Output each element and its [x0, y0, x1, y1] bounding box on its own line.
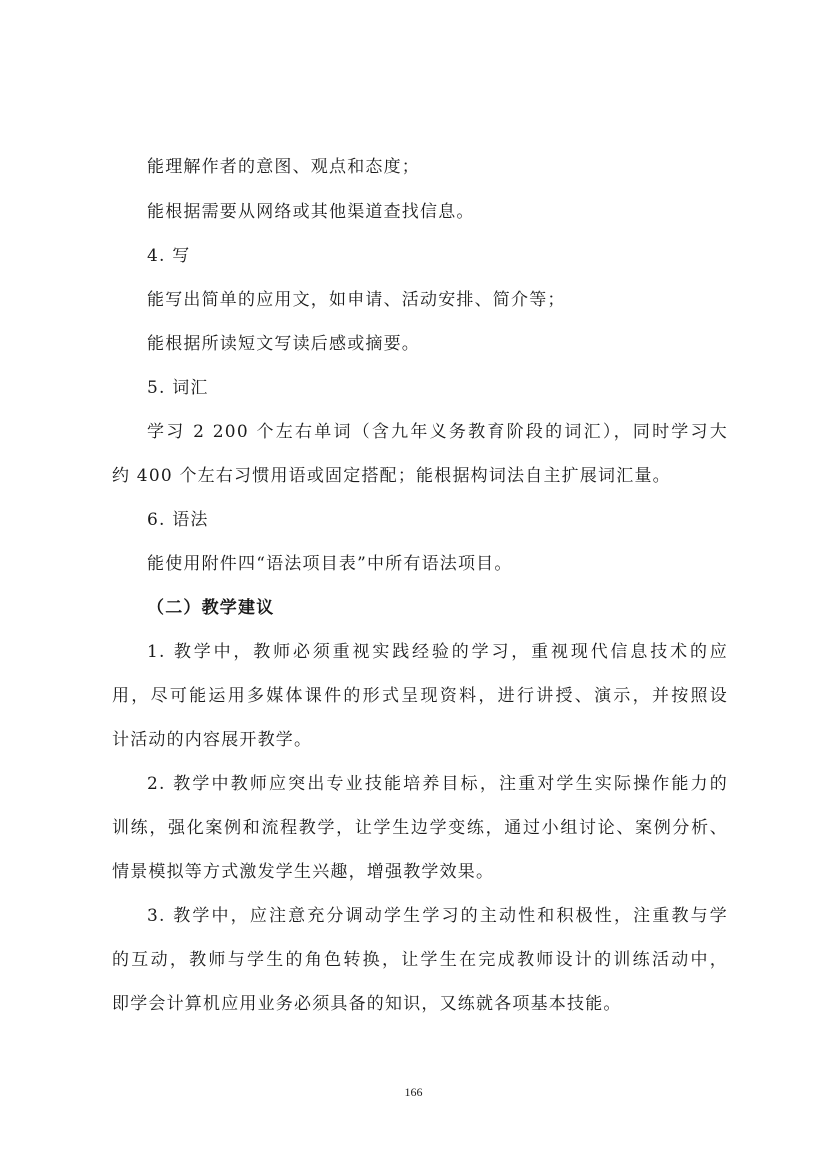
paragraph-line: 即学会计算机应用业务必须具备的知识，又练就各项基本技能。 — [112, 994, 622, 1014]
paragraph-line: 约 400 个左右习惯用语或固定搭配；能根据构词法自主扩展词汇量。 — [112, 466, 671, 486]
page-number: 166 — [404, 1085, 423, 1099]
paragraph-line: 学习 2 200 个左右单词（含九年义务教育阶段的词汇），同时学习大 — [147, 422, 728, 442]
section-heading: 5. 词汇 — [147, 378, 209, 398]
paragraph-line: 用，尽可能运用多媒体课件的形式呈现资料，进行讲授、演示，并按照设 — [112, 686, 728, 706]
text-line: 能理解作者的意图、观点和态度； — [147, 157, 420, 177]
text-line: 能写出简单的应用文，如申请、活动安排、简介等； — [147, 290, 566, 310]
text-line: 能根据需要从网络或其他渠道查找信息。 — [147, 202, 475, 222]
paragraph-line: 情景模拟等方式激发学生兴趣，增强教学效果。 — [112, 862, 495, 882]
text-line: 能使用附件四“语法项目表”中所有语法项目。 — [147, 554, 513, 574]
paragraph-line: 计活动的内容展开教学。 — [112, 730, 313, 750]
section-heading: 4. 写 — [147, 246, 191, 266]
paragraph-line: 3. 教学中，应注意充分调动学生学习的主动性和积极性，注重教与学 — [147, 906, 728, 926]
paragraph-line: 的互动，教师与学生的角色转换，让学生在完成教师设计的训练活动中， — [112, 950, 728, 970]
paragraph-line: 1. 教学中，教师必须重视实践经验的学习，重视现代信息技术的应 — [147, 642, 728, 662]
text-line: 能根据所读短文写读后感或摘要。 — [147, 334, 420, 354]
section-title: （二）教学建议 — [147, 598, 275, 618]
paragraph-line: 训练，强化案例和流程教学，让学生边学变练，通过小组讨论、案例分析、 — [112, 818, 728, 838]
section-heading: 6. 语法 — [147, 510, 209, 530]
paragraph-line: 2. 教学中教师应突出专业技能培养目标，注重对学生实际操作能力的 — [147, 774, 728, 794]
